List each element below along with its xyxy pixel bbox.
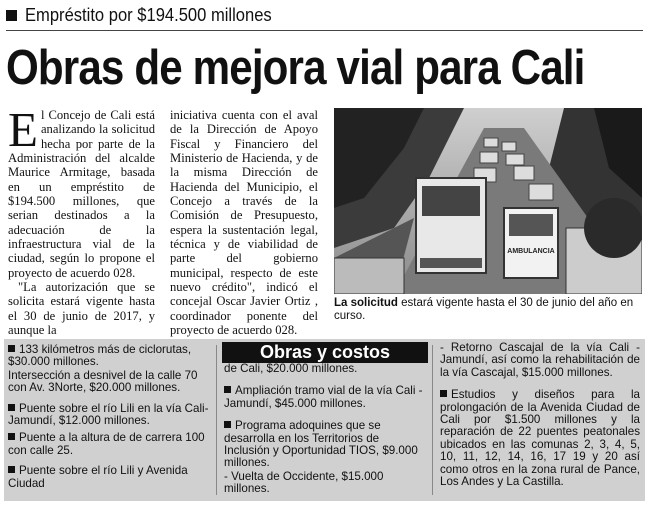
- cost-item: [440, 389, 640, 488]
- caption-text: estará vigente hasta el 30 de junio del año en curso.: [334, 297, 634, 322]
- cost-item: [8, 344, 210, 369]
- cost-item: [8, 370, 210, 395]
- costs-box: [4, 339, 645, 501]
- traffic-photo: [334, 108, 642, 294]
- bullet-square-icon: [224, 421, 231, 428]
- bullet-square-icon: [8, 433, 15, 440]
- dropcap: E: [8, 102, 38, 157]
- article-column-1: [8, 102, 155, 338]
- cost-item: [8, 465, 210, 490]
- cost-item-text: Puente sobre el río Lili en la vía Cali-Jamundí, $12.000 millones.: [8, 401, 209, 428]
- cost-item-text: Puente sobre el río Lili y Avenida Ciudad: [8, 464, 188, 490]
- bullet-square-icon: [8, 404, 15, 411]
- cost-item-text: 133 kilómetros más de ciclorutas, $30.000 millones.: [8, 343, 192, 369]
- cost-item: [224, 471, 424, 496]
- cost-item-text: de Cali, $20.000 millones.: [224, 362, 358, 375]
- column-divider: [216, 345, 217, 495]
- cost-item: [8, 403, 210, 428]
- costs-column-3: [440, 342, 640, 493]
- bullet-square-icon: [8, 466, 15, 473]
- kicker-text: Empréstito por $194.500 millones: [25, 4, 272, 25]
- cost-item: [224, 363, 424, 375]
- costs-column-1: [8, 344, 210, 495]
- costs-box-title: Obras y costos: [222, 342, 428, 363]
- top-rule: [6, 30, 643, 31]
- cost-item-text: Estudios y diseños para la prolongación de la Avenida Ciudad de Cali por $1.500 millones y la reparación de 22 puentes peatonales ubicados en las comunas 2, 3, 4, 5, 10, 11, 12, 14, 16, 17 19 y 20 así como otros en la zona rural de Pance, Los Andes y La Castilla.: [440, 388, 640, 489]
- cost-item: [224, 385, 424, 410]
- cost-item-text: Puente a la altura de de carrera 100 con calle 25.: [8, 431, 205, 457]
- article-paragraph: iniciativa cuenta con el aval de la Dirección de Apoyo Fiscal y Financiero del Ministerio de Hacienda, y de la misma Dirección de Hacienda del Municipio, el Concejo a través de la Comisión de Presupuesto, espera la sustentación legal, técnica y de viabilidad de parte del gobierno municipal, respecto de este nuevo crédito", indicó el concejal Oscar Javier Ortiz , coordinador ponente del proyecto de acuerdo 028.: [170, 108, 318, 338]
- cost-item-text: - Retorno Cascajal de la vía Cali - Jamundí, así como la rehabilitación de la vía Cascajal, $15.000 millones.: [440, 341, 640, 379]
- cost-item-text: Programa adoquines que se desarrolla en los Territorios de Inclusión y Oportunidad TIOS, $9.000 millones.: [224, 419, 418, 470]
- article-column-2: [170, 108, 318, 338]
- cost-item: [8, 432, 210, 457]
- article-paragraph: "La autorización que se solicita estará vigente hasta el 30 de junio de 2017, y aunque la: [8, 280, 155, 338]
- kicker: [6, 4, 293, 26]
- ambulance-label: AMBULANCIA: [507, 248, 555, 255]
- article-paragraph: [8, 102, 155, 280]
- cost-item: [440, 342, 640, 379]
- headline: Obras de mejora vial para Cali: [6, 41, 585, 95]
- photo-caption: [334, 297, 642, 323]
- column-divider: [432, 345, 433, 495]
- cost-item-text: Ampliación tramo vial de la vía Cali - Jamundí, $45.000 millones.: [224, 384, 423, 410]
- costs-column-2: [224, 363, 424, 501]
- bullet-square-icon: [224, 386, 231, 393]
- paragraph-text: l Concejo de Cali está analizando la solicitud hecha por parte de la Administración del alcalde Maurice Armitage, basada en un empréstito de $194.500 millones, que serian destinados a la adecuación de la infraestructura vial de la ciudad, según lo propone el proyecto de acuerdo 028.: [8, 108, 155, 280]
- cost-item: [224, 420, 424, 470]
- cost-item-text: Intersección a desnivel de la calle 70 con Av. 3Norte, $20.000 millones.: [8, 368, 198, 395]
- traffic-photo-illustration: [334, 108, 642, 294]
- caption-bold: La solicitud: [334, 297, 398, 309]
- bullet-square-icon: [440, 390, 447, 397]
- cost-item-text: - Vuelta de Occidente, $15.000 millones.: [224, 469, 384, 496]
- kicker-square-icon: [6, 10, 17, 21]
- bullet-square-icon: [8, 345, 15, 352]
